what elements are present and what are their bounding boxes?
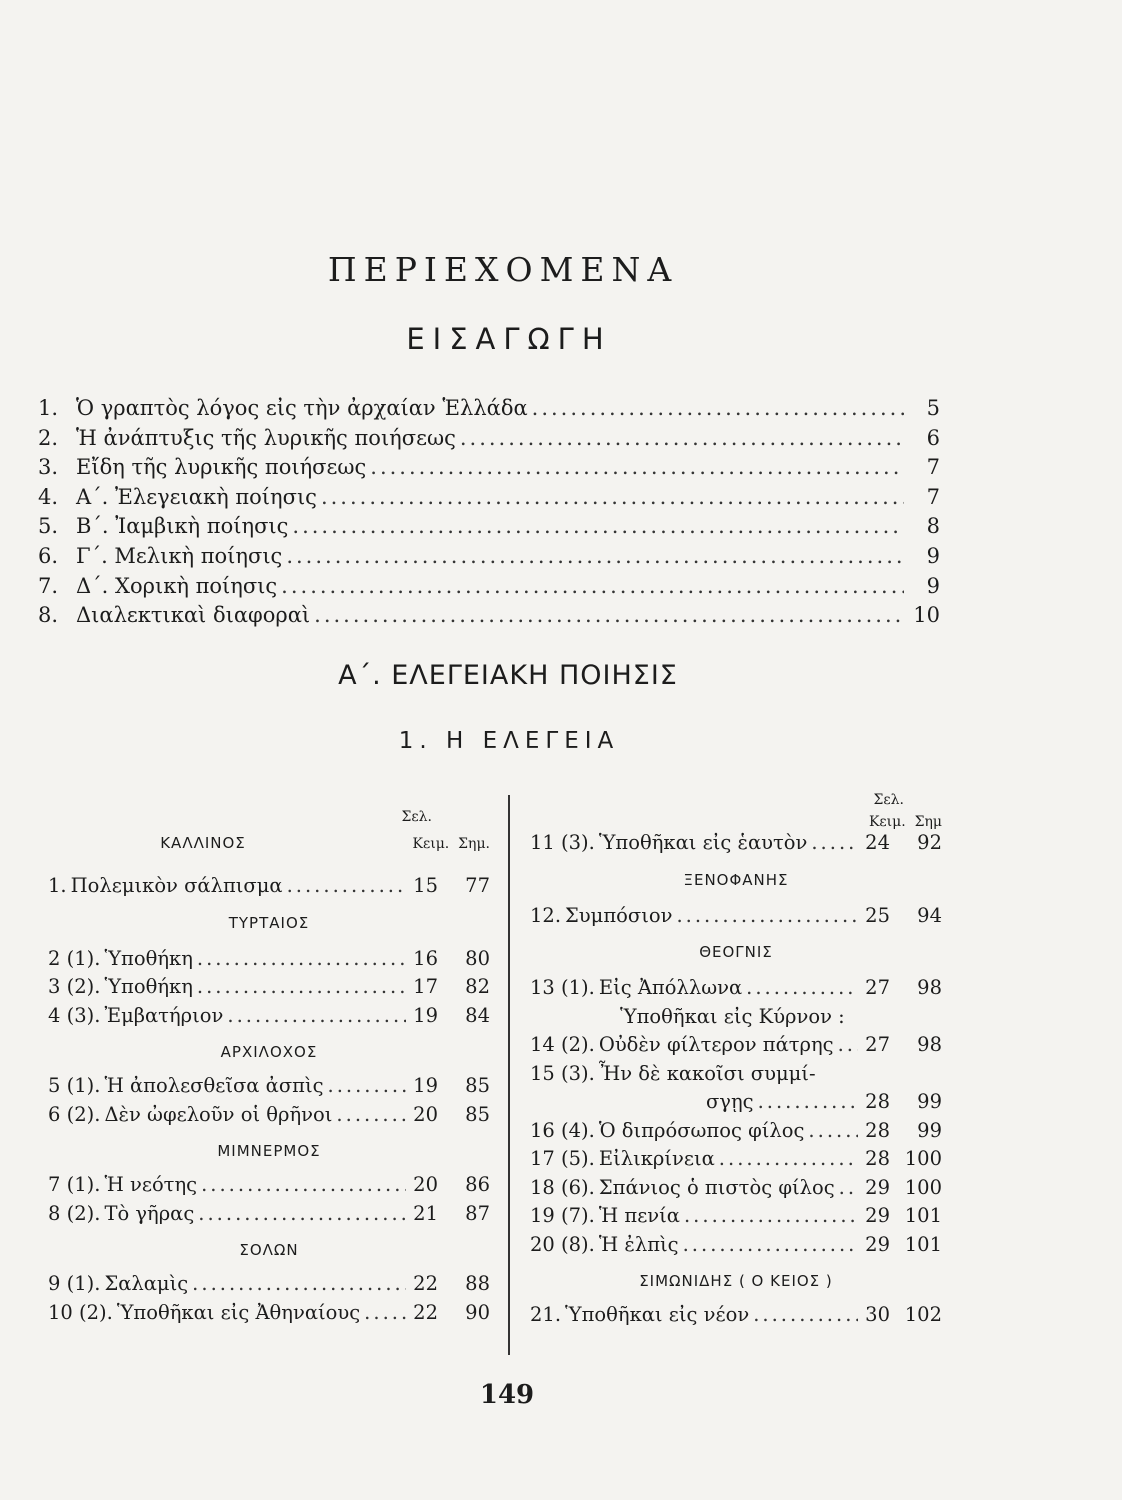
entry-number: 10 (2).	[48, 1300, 113, 1324]
entry-title: Ὑποθήκη	[104, 946, 193, 970]
dot-leader	[198, 1202, 406, 1225]
section-heading: Α΄. ΕΛΕΓΕΙΑΚΗ ΠΟΙΗΣΙΣ	[338, 660, 678, 691]
list-item	[530, 976, 942, 1005]
dot-leader	[753, 1303, 858, 1326]
dot-leader	[287, 874, 406, 897]
text-page: 21	[413, 1201, 438, 1225]
entry-number: 14 (2).	[530, 1033, 595, 1056]
dot-leader	[281, 574, 904, 598]
list-item	[48, 1301, 490, 1330]
toc-number: 4.	[38, 484, 59, 509]
text-page: 20	[413, 1102, 438, 1126]
toc-text: Δ΄. Χορικὴ ποίησις	[76, 573, 278, 598]
text-page: 28	[865, 1118, 890, 1142]
notes-page: 101	[904, 1204, 942, 1227]
entry-title: Ἡ ἐλπὶς	[598, 1232, 679, 1256]
list-item	[530, 1033, 942, 1062]
entry-title: Ἡ νεότης	[104, 1173, 198, 1196]
notes-page: 82	[465, 975, 490, 998]
notes-page: 77	[465, 874, 490, 897]
toc-row	[38, 485, 940, 515]
notes-page: 92	[917, 831, 942, 854]
toc-text: Ἡ ἀνάπτυξις τῆς λυρικῆς ποιήσεως	[76, 425, 456, 450]
list-item	[530, 1176, 942, 1205]
notes-page: 98	[917, 1033, 942, 1056]
text-page: 28	[865, 1147, 890, 1170]
list-item	[48, 975, 490, 1004]
toc-page: 7	[926, 484, 940, 509]
dot-leader	[808, 1119, 858, 1142]
left-column	[48, 800, 490, 1329]
entry-number: 18 (6).	[530, 1175, 595, 1199]
toc-page: 6	[926, 425, 940, 450]
notes-page: 100	[904, 1147, 942, 1170]
dot-leader	[838, 1033, 858, 1056]
list-item	[48, 1103, 490, 1132]
notes-page: 87	[465, 1201, 490, 1225]
notes-page: 98	[917, 976, 942, 999]
text-page: 30	[865, 1303, 890, 1326]
toc-page: 9	[926, 573, 940, 598]
notes-page: 100	[904, 1175, 942, 1199]
toc-text: Ὁ γραπτὸς λόγος εἰς τὴν ἀρχαίαν Ἑλλάδα	[76, 396, 528, 420]
dot-leader	[201, 1173, 406, 1196]
text-page: 29	[865, 1175, 890, 1199]
text-page: 28	[865, 1090, 890, 1113]
dot-leader	[197, 947, 406, 970]
toc-text: Α΄. Ἐλεγειακὴ ποίησις	[76, 484, 317, 509]
column-header-labels	[530, 813, 942, 831]
page-column-header: Σελ.	[401, 809, 432, 825]
entry-number: 1.	[48, 874, 67, 897]
entry-title: Εἰς Ἀπόλλωνα	[598, 976, 743, 999]
toc-page: 9	[926, 543, 940, 568]
notes-page: 80	[465, 946, 490, 970]
entry-number: 21.	[530, 1303, 562, 1326]
right-column	[530, 787, 942, 1332]
notes-page: 85	[465, 1074, 490, 1097]
text-page: 19	[413, 1074, 438, 1097]
list-item-continuation	[530, 1090, 942, 1119]
entry-number: 13 (1).	[530, 976, 595, 999]
notes-page: 86	[465, 1173, 490, 1196]
dot-leader	[370, 455, 904, 479]
notes-page: 88	[465, 1272, 490, 1295]
list-item	[48, 1074, 490, 1103]
entry-title: Συμπόσιον	[565, 903, 673, 927]
entry-title: Ὁ διπρόσωπος φίλος	[598, 1118, 805, 1142]
dot-leader	[227, 1004, 406, 1027]
dot-leader	[532, 396, 904, 420]
entry-title: Ὑποθῆκαι εἰς ἑαυτὸν	[598, 831, 808, 854]
toc-text: Γ΄. Μελικὴ ποίησις	[76, 543, 283, 568]
text-page: 29	[865, 1204, 890, 1227]
group-label: Ὑποθῆκαι εἰς Κύρνον :	[620, 1004, 845, 1028]
list-item	[48, 1272, 490, 1301]
list-item	[48, 874, 490, 903]
column-divider	[508, 795, 510, 1355]
introduction-heading: ΕΙΣΑΓΩΓΗ	[406, 322, 612, 356]
toc-row	[38, 514, 940, 544]
text-page: 22	[413, 1272, 438, 1295]
notes-column-header: Σημ.	[458, 836, 490, 852]
notes-page: 102	[904, 1303, 942, 1326]
entry-number: 20 (8).	[530, 1232, 595, 1256]
toc-page: 7	[926, 455, 940, 480]
list-item	[530, 1119, 942, 1148]
dot-leader	[197, 975, 406, 998]
text-page: 15	[413, 874, 438, 897]
entry-title: Δὲν ὠφελοῦν οἱ θρῆνοι	[104, 1102, 333, 1126]
dot-leader	[292, 514, 904, 538]
toc-number: 2.	[38, 425, 59, 450]
dot-leader	[684, 1204, 858, 1227]
dot-leader	[746, 976, 858, 999]
entry-number: 6 (2).	[48, 1102, 101, 1126]
entry-number: 17 (5).	[530, 1147, 595, 1170]
text-page: 20	[413, 1173, 438, 1196]
text-page: 22	[413, 1300, 438, 1324]
dot-leader	[811, 831, 858, 854]
introduction-toc	[38, 396, 940, 633]
text-column-header: Κειμ.	[412, 836, 450, 852]
toc-page: 8	[926, 514, 940, 539]
author-heading: ΘΕΟΓΝΙΣ	[699, 943, 773, 961]
notes-page: 84	[465, 1003, 490, 1027]
toc-number: 8.	[38, 603, 59, 628]
notes-page: 99	[917, 1118, 942, 1142]
toc-number: 5.	[38, 514, 59, 539]
entry-title: Ἐμβατήριον	[104, 1003, 224, 1027]
notes-page: 94	[917, 903, 942, 927]
entry-number: 4 (3).	[48, 1003, 101, 1027]
toc-number: 3.	[38, 455, 59, 480]
toc-row	[38, 574, 940, 604]
entry-number: 19 (7).	[530, 1204, 595, 1227]
entry-number: 16 (4).	[530, 1118, 595, 1142]
toc-row	[38, 544, 940, 574]
list-item	[530, 1303, 942, 1332]
author-heading: ΜΙΜΝΕΡΜΟΣ	[217, 1142, 321, 1160]
dot-leader	[839, 1176, 858, 1199]
list-item	[530, 1204, 942, 1233]
notes-page: 90	[465, 1300, 490, 1324]
dot-leader	[758, 1090, 858, 1113]
entry-title: Σπάνιος ὁ πιστὸς φίλος	[598, 1175, 835, 1199]
toc-number: 6.	[38, 543, 59, 568]
entry-title-continuation: σγῃς	[706, 1090, 754, 1113]
entry-title: Ἦν δὲ κακοῖσι συμμί-	[598, 1061, 816, 1085]
page-title: ΠΕΡΙΕΧΟΜΕΝΑ	[327, 250, 679, 289]
text-page: 19	[413, 1003, 438, 1027]
toc-row	[38, 603, 940, 633]
toc-text: Διαλεκτικαὶ διαφοραὶ	[76, 603, 311, 628]
page-column-header: Σελ.	[873, 792, 904, 808]
text-page: 16	[413, 946, 438, 970]
list-item	[530, 1062, 942, 1091]
list-item	[48, 1004, 490, 1033]
entry-title: Τὸ γῆρας	[104, 1201, 195, 1225]
author-heading: ΚΑΛΛΙΝΟΣ	[160, 834, 246, 852]
text-page: 29	[865, 1232, 890, 1256]
dot-leader	[683, 1233, 858, 1256]
entry-number: 11 (3).	[530, 831, 595, 854]
dot-leader	[719, 1147, 858, 1170]
text-page: 27	[865, 1033, 890, 1056]
toc-number: 7.	[38, 573, 59, 598]
list-item	[530, 1233, 942, 1262]
toc-row	[38, 455, 940, 485]
author-heading: ΣΙΜΩΝΙΔΗΣ ( Ο ΚΕΙΟΣ )	[639, 1272, 833, 1290]
entry-number: 7 (1).	[48, 1173, 101, 1196]
entry-title: Σαλαμὶς	[104, 1272, 189, 1295]
dot-leader	[676, 904, 858, 927]
entry-number: 12.	[530, 903, 562, 927]
entry-title: Ἡ ἀπολεσθεῖσα ἀσπὶς	[104, 1074, 324, 1097]
entry-number: 5 (1).	[48, 1074, 101, 1097]
dot-leader	[336, 1103, 406, 1126]
dot-leader	[321, 485, 904, 509]
notes-page: 99	[917, 1090, 942, 1113]
list-item	[530, 904, 942, 933]
toc-row	[38, 426, 940, 456]
author-heading: ΣΟΛΩΝ	[239, 1241, 299, 1259]
dot-leader	[364, 1301, 406, 1324]
list-item	[48, 1202, 490, 1231]
text-page: 24	[865, 831, 890, 854]
toc-text: Εἴδη τῆς λυρικῆς ποιήσεως	[76, 455, 367, 480]
dot-leader	[314, 603, 904, 627]
entry-number: 15 (3).	[530, 1061, 595, 1085]
entry-title: Πολεμικὸν σάλπισμα	[70, 874, 283, 897]
entry-number: 8 (2).	[48, 1201, 101, 1225]
notes-page: 85	[465, 1102, 490, 1126]
list-item	[530, 1147, 942, 1176]
list-item	[48, 947, 490, 976]
entry-number: 3 (2).	[48, 975, 101, 998]
author-header-row	[48, 834, 490, 864]
notes-column-header: Σημ	[914, 814, 942, 830]
dot-leader	[460, 426, 904, 450]
author-heading: ΤΥΡΤΑΙΟΣ	[228, 913, 310, 932]
toc-row	[38, 396, 940, 426]
toc-text: Β΄. Ἰαμβικὴ ποίησις	[76, 514, 289, 539]
entry-title: Ὑποθῆκαι εἰς Ἀθηναίους	[116, 1300, 361, 1324]
text-page: 25	[865, 903, 890, 927]
column-header-labels	[413, 835, 491, 853]
entry-title: Ἡ πενία	[598, 1204, 680, 1227]
text-column-header: Κειμ.	[868, 814, 906, 830]
list-item	[530, 831, 942, 860]
author-heading: ΑΡΧΙΛΟΧΟΣ	[220, 1043, 318, 1061]
entry-title: Οὐδὲν φίλτερον πάτρης	[598, 1033, 834, 1056]
toc-page: 10	[913, 603, 940, 628]
entry-number: 2 (1).	[48, 946, 101, 970]
entry-title: Εἰλικρίνεια	[598, 1147, 715, 1170]
text-page: 17	[413, 975, 438, 998]
toc-number: 1.	[38, 396, 59, 420]
dot-leader	[192, 1272, 406, 1295]
entry-title: Ὑποθῆκαι εἰς νέον	[565, 1303, 750, 1326]
list-item	[48, 1173, 490, 1202]
entry-number: 9 (1).	[48, 1272, 101, 1295]
dot-leader	[286, 544, 904, 568]
dot-leader	[328, 1074, 406, 1097]
notes-page: 101	[904, 1232, 942, 1256]
toc-page: 5	[926, 396, 940, 420]
author-heading: ΞΕΝΟΦΑΝΗΣ	[683, 870, 789, 889]
page-number: 149	[479, 1380, 535, 1410]
text-page: 27	[865, 976, 890, 999]
subsection-heading: 1. Η ΕΛΕΓΕΙΑ	[398, 728, 620, 754]
entry-title: Ὑποθήκη	[104, 975, 193, 998]
